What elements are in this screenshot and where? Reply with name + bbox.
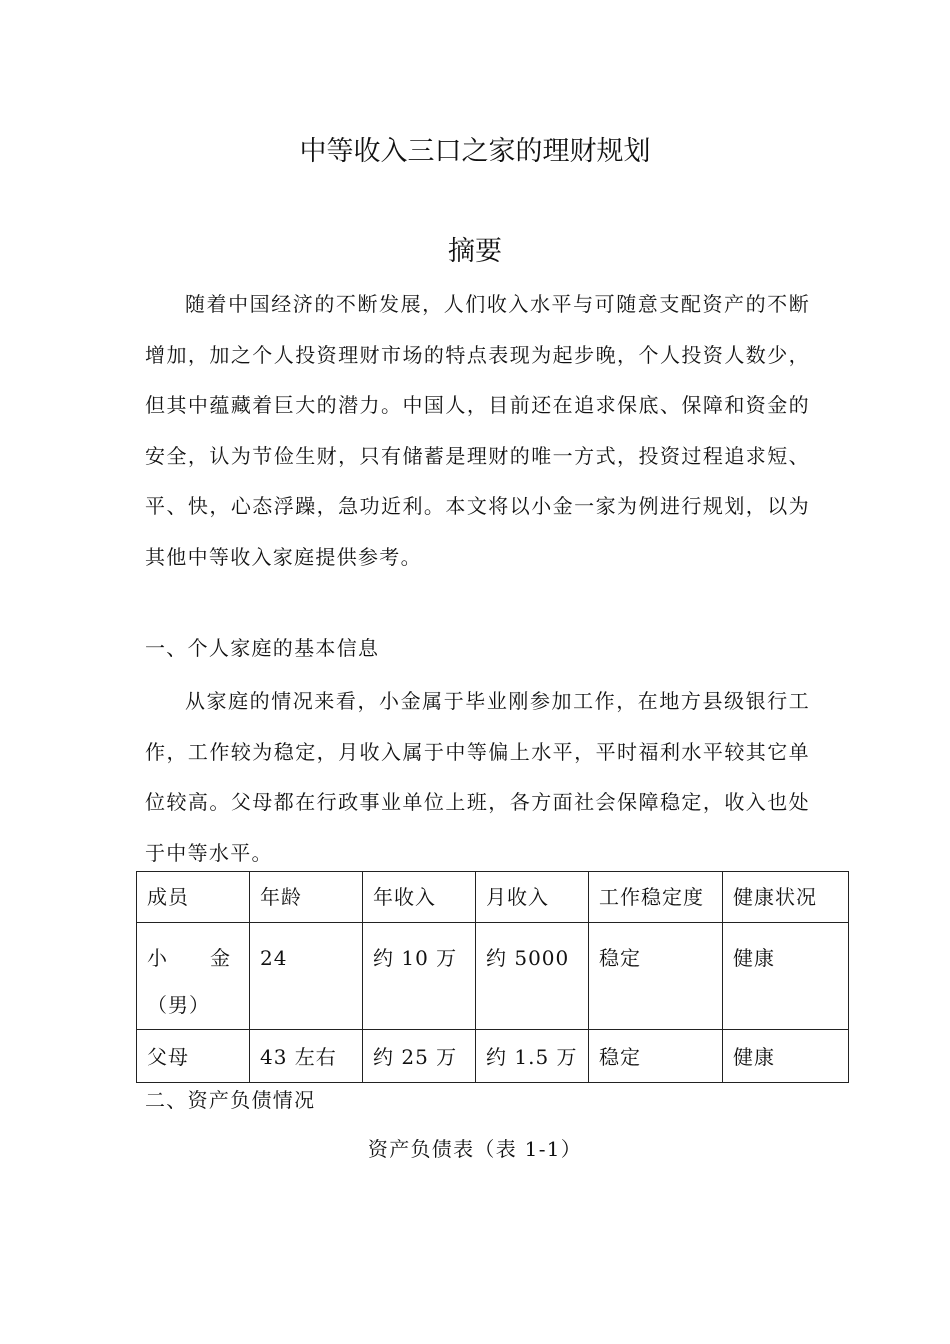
header-cell-member: 成员	[137, 872, 250, 923]
table-row	[137, 1030, 849, 1083]
abstract-heading: 摘要	[448, 236, 502, 267]
table-cell-age: 24	[250, 923, 363, 1030]
table-header-row	[137, 872, 849, 923]
table-row	[137, 923, 849, 1030]
basic-info-paragraph: 从家庭的情况来看，小金属于毕业刚参加工作，在地方县级银行工作，工作较为稳定，月收入属于中等偏上水平，平时福利水平较其它单位较高。父母都在行政事业单位上班，各方面社会保障稳定，收入也处于中等水平。	[145, 689, 810, 865]
table-caption: 资产负债表（表 1-1）	[367, 1137, 583, 1161]
header-cell-job-stability: 工作稳定度	[589, 872, 723, 923]
table-cell-age: 43 左右	[250, 1030, 363, 1083]
header-cell-annual-income: 年收入	[363, 872, 476, 923]
table-cell-annual-income: 约 10 万	[363, 923, 476, 1030]
table-cell-health: 健康	[723, 923, 849, 1030]
table-cell-annual-income: 约 25 万	[363, 1030, 476, 1083]
section-heading-assets-liabilities: 二、资产负债情况	[145, 1088, 316, 1112]
table-cell-member: 小 金（男）	[137, 923, 250, 1030]
header-cell-health: 健康状况	[723, 872, 849, 923]
document-title: 中等收入三口之家的理财规划	[299, 136, 651, 167]
header-cell-monthly-income: 月收入	[476, 872, 589, 923]
table-cell-member: 父母	[137, 1030, 250, 1083]
table-cell-health: 健康	[723, 1030, 849, 1083]
abstract-paragraph: 随着中国经济的不断发展，人们收入水平与可随意支配资产的不断增加，加之个人投资理财市场的特点表现为起步晚，个人投资人数少，但其中蕴藏着巨大的潜力。中国人，目前还在追求保底、保障和资金的安全，认为节俭生财，只有储蓄是理财的唯一方式，投资过程追求短、平、快，心态浮躁，急功近利。本文将以小金一家为例进行规划，以为其他中等收入家庭提供参考。	[145, 292, 810, 569]
table-cell-monthly-income: 约 5000	[476, 923, 589, 1030]
header-cell-age: 年龄	[250, 872, 363, 923]
section-heading-basic-info: 一、个人家庭的基本信息	[145, 636, 380, 660]
table-cell-job-stability: 稳定	[589, 923, 723, 1030]
table-cell-monthly-income: 约 1.5 万	[476, 1030, 589, 1083]
family-info-table	[136, 871, 849, 1083]
table-cell-job-stability: 稳定	[589, 1030, 723, 1083]
